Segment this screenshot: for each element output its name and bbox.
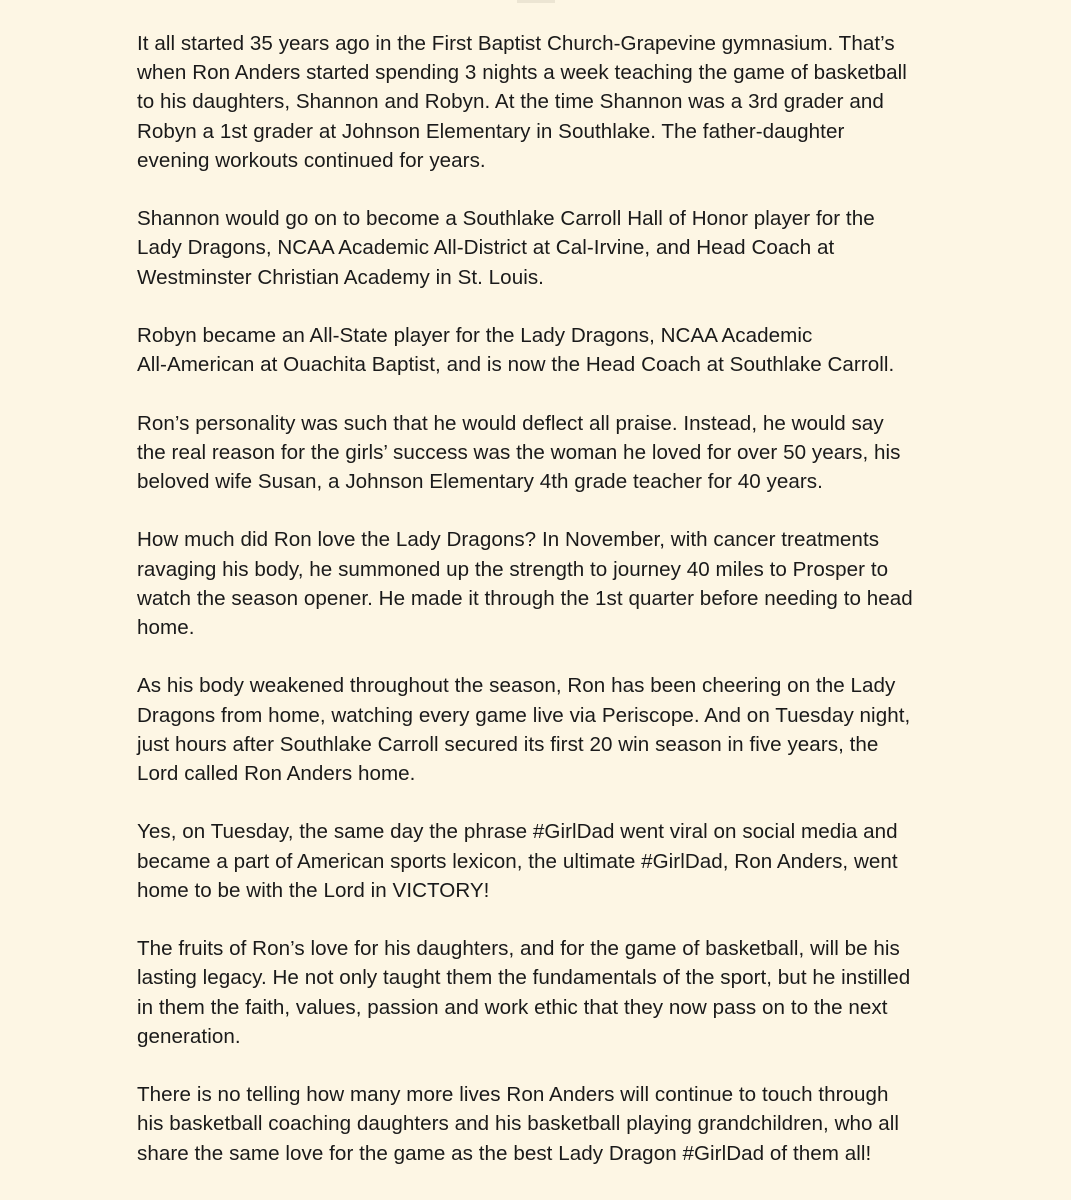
top-edge-mark — [517, 0, 555, 3]
text-line: The fruits of Ron’s love for his daughters, and for the game of basketball, will be his — [137, 937, 900, 961]
text-line: Lord called Ron Anders home. — [137, 762, 416, 785]
text-line: ravaging his body, he summoned up the strength to journey 40 miles to Prosper to — [137, 557, 889, 581]
text-line: to his daughters, Shannon and Robyn. At the time Shannon was a 3rd grader and — [137, 90, 884, 114]
paragraph-closing — [137, 1080, 977, 1168]
text-line: Lady Dragons, NCAA Academic All-District at Cal-Irvine, and Head Coach at — [137, 236, 835, 260]
text-line: his basketball coaching daughters and his basketball playing grandchildren, who all — [137, 1112, 900, 1136]
text-line: lasting legacy. He not only taught them the fundamentals of the sport, but he instilled — [137, 966, 911, 990]
text-line: Yes, on Tuesday, the same day the phrase #GirlDad went viral on social media and — [137, 820, 898, 844]
text-line: just hours after Southlake Carroll secured its first 20 win season in five years, the — [137, 732, 879, 756]
paragraph-season-opener — [137, 525, 977, 642]
text-line: Westminster Christian Academy in St. Louis. — [137, 265, 544, 289]
paragraph-shannon — [137, 204, 977, 292]
text-line: watch the season opener. He made it through the 1st quarter before needing to head — [137, 586, 913, 610]
paragraph-personality — [137, 409, 977, 497]
paragraph-girldad — [137, 817, 977, 905]
paragraph-periscope — [137, 671, 977, 788]
text-line: evening workouts continued for years. — [137, 148, 486, 172]
text-line: It all started 35 years ago in the First Baptist Church-Grapevine gymnasium. That’s — [137, 32, 895, 55]
text-line: in them the faith, values, passion and work ethic that they now pass on to the next — [137, 995, 888, 1019]
text-line: beloved wife Susan, a Johnson Elementary 4th grade teacher for 40 years. — [137, 470, 823, 493]
paragraph-origin-story — [137, 29, 977, 175]
text-line: There is no telling how many more lives Ron Anders will continue to touch through — [137, 1083, 889, 1107]
text-line: Dragons from home, watching every game live via Periscope. And on Tuesday night, — [137, 703, 911, 727]
text-line: share the same love for the game as the best Lady Dragon #GirlDad of them all! — [137, 1141, 872, 1165]
text-line: All-American at Ouachita Baptist, and is now the Head Coach at Southlake Carroll. — [137, 353, 895, 377]
text-line: Robyn a 1st grader at Johnson Elementary in Southlake. The father-daughter — [137, 119, 845, 143]
text-line: How much did Ron love the Lady Dragons? In November, with cancer treatments — [137, 528, 880, 552]
document-body — [137, 29, 977, 1197]
text-line: home. — [137, 616, 195, 639]
text-line: the real reason for the girls’ success was the woman he loved for over 50 years, his — [137, 440, 901, 464]
paragraph-legacy — [137, 934, 977, 1051]
paragraph-robyn — [137, 321, 977, 379]
text-line: Shannon would go on to become a Southlake Carroll Hall of Honor player for the — [137, 207, 875, 231]
text-line: generation. — [137, 1024, 241, 1048]
text-line: Robyn became an All-State player for the Lady Dragons, NCAA Academic — [137, 324, 813, 347]
text-line: became a part of American sports lexicon, the ultimate #GirlDad, Ron Anders, went — [137, 849, 898, 873]
text-line: when Ron Anders started spending 3 nights a week teaching the game of basketball — [137, 61, 907, 85]
text-line: Ron’s personality was such that he would deflect all praise. Instead, he would say — [137, 411, 884, 435]
text-line: As his body weakened throughout the season, Ron has been cheering on the Lady — [137, 674, 896, 698]
text-line: home to be with the Lord in VICTORY! — [137, 878, 490, 902]
